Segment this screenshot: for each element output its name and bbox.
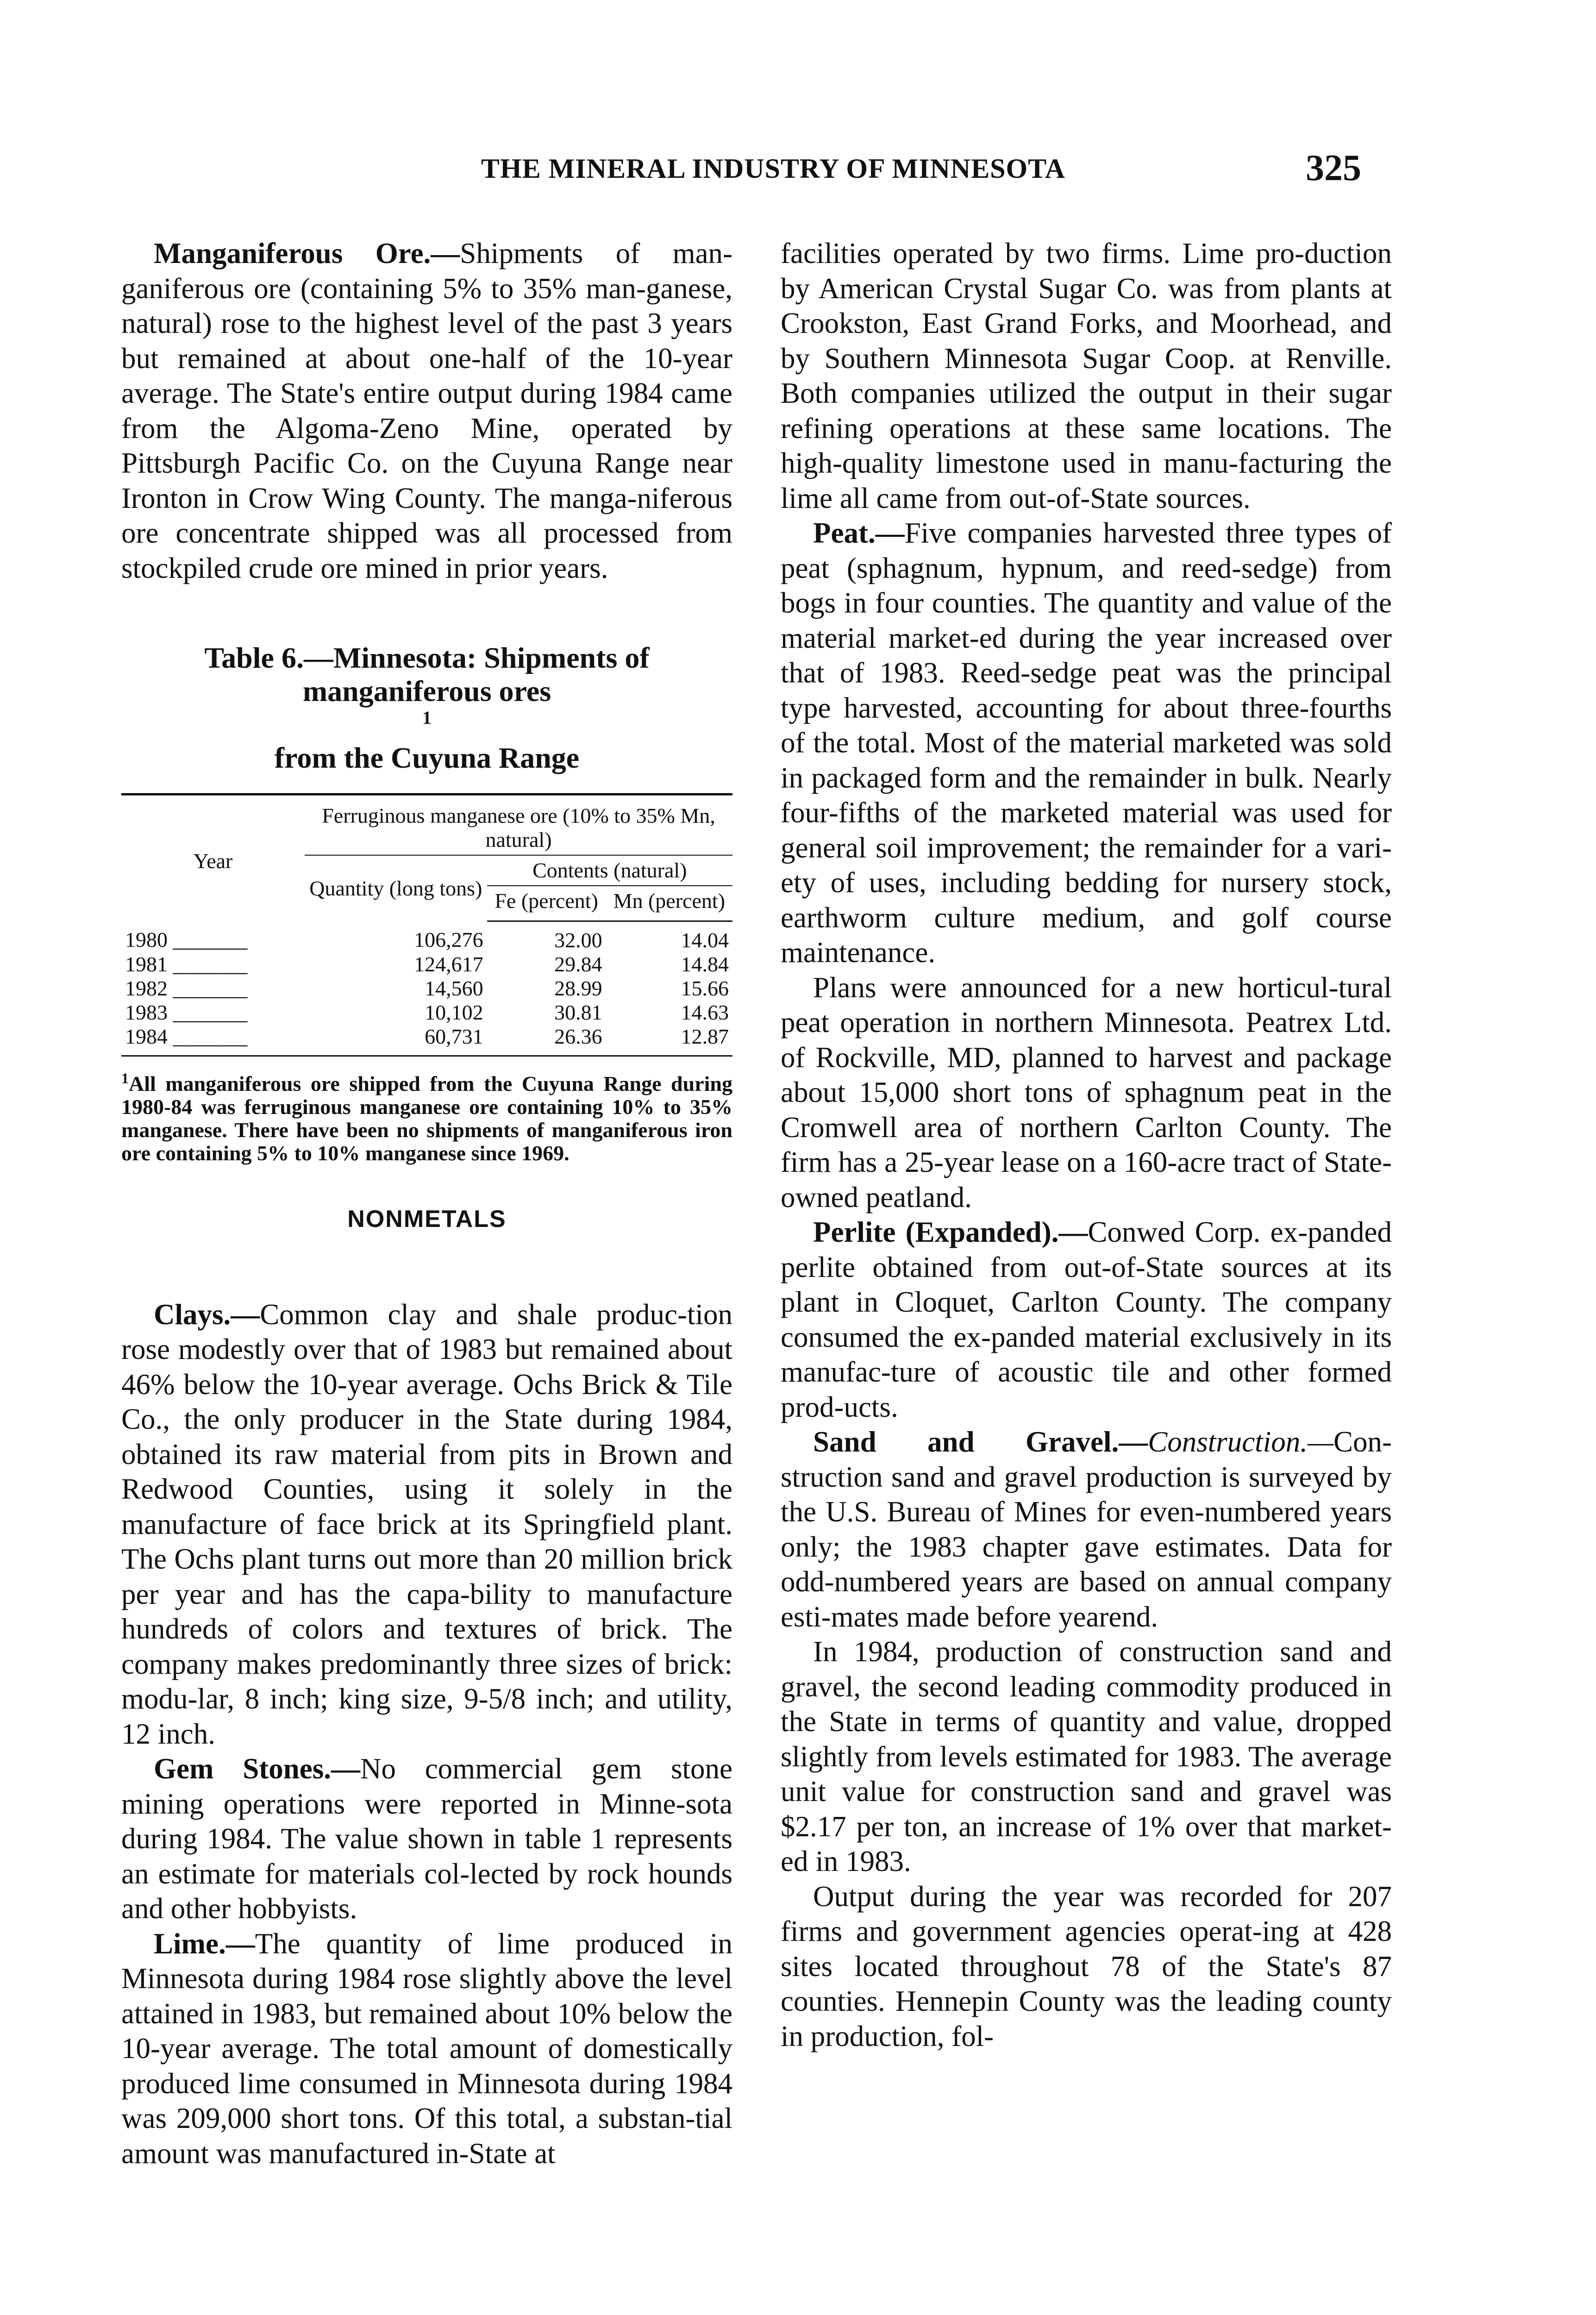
runin-lime: Lime.—	[154, 1927, 255, 1960]
runin-clays: Clays.—	[154, 1298, 260, 1331]
manganiferous-text: Shipments of man-ganiferous ore (containing 5% to 35% man-ganese, natural) rose to the highest level of the past 3 years but remained at about one-half of the 10-year average. The State's entire output during 1984 came from the Algoma-Zeno Mine, operated by Pittsburgh Pacific Co. on the Cuyuna Range near Ironton in Crow Wing County. The manga-niferous ore concentrate shipped was all processed from stockpiled crude ore mined in prior years.	[121, 237, 733, 584]
page-number: 325	[1306, 148, 1361, 188]
cell-fe: 26.36	[487, 1025, 606, 1056]
runin-sand-gravel: Sand and Gravel.—	[813, 1426, 1148, 1458]
section-heading-nonmetals: NONMETALS	[347, 1206, 507, 1233]
col-header-quantity: Quantity (long tons)	[309, 876, 482, 900]
cell-fe: 28.99	[554, 976, 602, 1000]
paragraph-gem-stones	[121, 1752, 732, 1927]
cell-year: 1983 _______	[125, 1001, 248, 1024]
peat-text: Five companies harvested three types of peat (sphagnum, hypnum, and reed-sedge) from bogs in four counties. The quantity and value of the material market-ed during the year increased over that of 1983. Reed-sedge peat was the principal type harvested, accounting for about three-fourths of the total. Most of the material marketed was sold in packaged form and the remainder in bulk. Nearly four-fifths of the marketed material was used for general soil improvement; the remainder for a vari-ety of uses, including bedding for nursery stock, earthworm culture medium, and golf course maintenance.	[781, 517, 1392, 969]
cell-mn: 15.66	[681, 976, 729, 1000]
sand-text: Con-struction sand and gravel production is surveyed by the U.S. Bureau of Mines for even-numbered years only; the 1983 chapter gave estimates. Data for odd-numbered years are based on annual company esti-mates made before yearend.	[781, 1426, 1392, 1633]
cell-fe: 30.81	[554, 1001, 602, 1024]
footnote-text: All manganiferous ore shipped from the Cuyuna Range during 1980-84 was ferruginous manganese ore containing 10% to 35% manganese. There have been no shipments of manganiferous iron ore containing 5% to 10% manganese since 1969.	[121, 1072, 732, 1165]
table-row	[121, 1001, 732, 1025]
col-header-mn: Mn (percent)	[606, 886, 732, 921]
paragraph-manganiferous-ore	[121, 236, 732, 586]
cell-quantity: 60,731	[305, 1025, 487, 1056]
col-header-contents: Contents (natural)	[487, 855, 732, 886]
cell-quantity: 14,560	[425, 976, 483, 1000]
table-title-line1: Table 6.—Minnesota: Shipments of	[204, 641, 650, 674]
table-row	[121, 952, 732, 976]
table-row	[121, 976, 732, 1001]
paragraph-perlite	[781, 1215, 1392, 1425]
clays-text: Common clay and shale produc-tion rose modestly over that of 1983 but remained about 46% below the 10-year average. Ochs Brick & Tile Co., the only producer in the State during 1984, obtained its raw material from pits in Brown and Redwood Counties, using it solely in the manufacture of face brick at its Springfield plant. The Ochs plant turns out more than 20 million brick per year and has the capa-bility to manufacture hundreds of colors and textures of brick. The company makes predominantly three sizes of brick: modu-lar, 8 inch; king size, 9-5/8 inch; and utility, 12 inch.	[121, 1298, 732, 1750]
table-row	[121, 921, 732, 953]
paragraph-peat-plans: Plans were announced for a new horticul-tural peat operation in northern Minnesota. Peatrex Ltd. of Rockville, MD, planned to harvest and package about 15,000 short tons of sphagnum peat in the Cromwell area of northern Carlton County. The firm has a 25-year lease on a 160-acre tract of State-owned peatland.	[781, 971, 1392, 1214]
right-column	[781, 236, 1392, 2054]
table-title-line2-text: manganiferous ores	[302, 675, 551, 707]
left-column	[121, 236, 732, 2171]
cell-mn: 14.63	[681, 1001, 729, 1024]
table-title-line2	[121, 675, 732, 741]
table-title-line3: from the Cuyuna Range	[274, 741, 580, 774]
cell-fe: 29.84	[554, 952, 602, 976]
gem-text: No commercial gem stone mining operations were reported in Minne-sota during 1984. The value shown in table 1 represents an estimate for materials col-lected by rock hounds and other hobbyists.	[121, 1752, 732, 1925]
cell-year: 1982 _______	[125, 976, 248, 1000]
table-title-footnote-mark: 1	[422, 707, 432, 728]
paragraph-sand-gravel	[781, 1425, 1392, 1634]
cell-quantity: 10,102	[425, 1001, 483, 1024]
cell-fe: 32.00	[554, 928, 602, 952]
cell-quantity: 106,276	[414, 928, 483, 952]
table-row	[121, 1025, 732, 1056]
lime-text: The quantity of lime produced in Minnesota during 1984 rose slightly above the level attained in 1983, but remained about 10% below the 10-year average. The total amount of domestically produced lime consumed in Minnesota during 1984 was 209,000 short tons. Of this total, a substan-tial amount was manufactured in-State at	[121, 1927, 732, 2170]
cell-quantity: 124,617	[414, 952, 483, 976]
paragraph-lime-continued: facilities operated by two firms. Lime pro-duction by American Crystal Sugar Co. was from plants at Crookston, East Grand Forks, and Moorhead, and by Southern Minnesota Sugar Coop. at Renville. Both companies utilized the output in their sugar refining operations at these same locations. The high-quality limestone used in manu-facturing the lime all came from out-of-State sources.	[781, 237, 1392, 514]
table-6	[121, 793, 732, 1057]
cell-year: 1980 _______	[125, 928, 248, 952]
col-header-group: Ferruginous manganese ore (10% to 35% Mn, natural)	[305, 795, 732, 856]
table-footnote	[121, 1072, 732, 1165]
col-header-year: Year	[121, 795, 305, 921]
footnote-mark: 1	[121, 1070, 129, 1087]
runin-perlite: Perlite (Expanded).—	[813, 1216, 1088, 1248]
running-head: THE MINERAL INDUSTRY OF MINNESOTA	[481, 153, 1066, 184]
paragraph-output: Output during the year was recorded for 207 firms and government agencies operat-ing at 428 sites located throughout 78 of the State's 87 counties. Hennepin County was the leading county in production, fol-	[781, 1880, 1392, 2052]
paragraph-clays	[121, 1297, 732, 1752]
paragraph-lime	[121, 1927, 732, 2171]
runin-gem-stones: Gem Stones.—	[154, 1752, 360, 1785]
runin-manganiferous-ore: Manganiferous Ore.—	[154, 237, 460, 269]
cell-mn: 14.84	[681, 952, 729, 976]
col-header-fe: Fe (percent)	[487, 886, 606, 921]
cell-year: 1981 _______	[125, 952, 248, 976]
perlite-text: Conwed Corp. ex-panded perlite obtained from out-of-State sources at its plant in Cloquet, Carlton County. The company consumed the ex-panded material exclusively in its manufac-ture of acoustic tile and other formed prod-ucts.	[781, 1216, 1392, 1423]
cell-year: 1984 _______	[121, 1025, 305, 1056]
cell-mn: 14.04	[681, 928, 729, 952]
cell-mn: 12.87	[606, 1025, 732, 1056]
paragraph-peat	[781, 516, 1392, 970]
runin-peat: Peat.—	[813, 517, 905, 549]
table-6-title	[121, 641, 732, 775]
subhead-construction: Construction.—	[1148, 1426, 1333, 1458]
paragraph-sand-1984: In 1984, production of construction sand and gravel, the second leading commodity produced in the State in terms of quantity and value, dropped slightly from levels estimated for 1983. The average unit value for construction sand and gravel was $2.17 per ton, an increase of 1% over that market-ed in 1983.	[781, 1635, 1392, 1877]
